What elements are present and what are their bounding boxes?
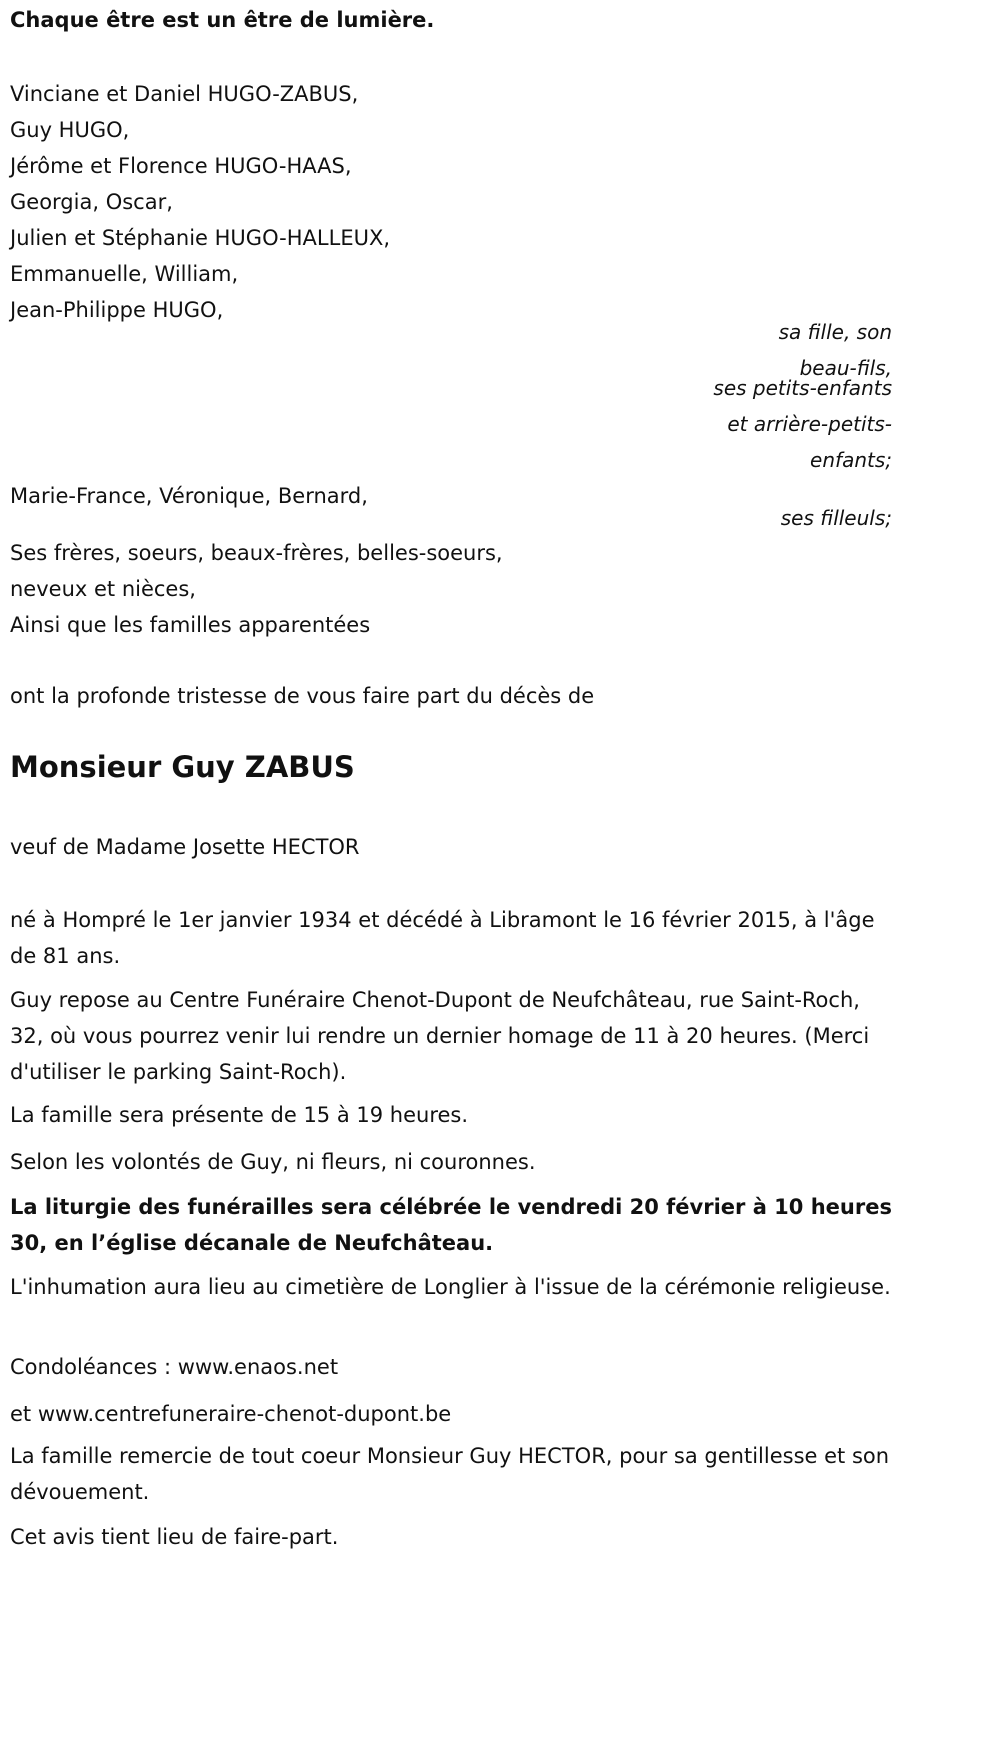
thanks-text: La famille remercie de tout coeur Monsieur Guy HECTOR, pour sa gentillesse et son dévouement.: [10, 1444, 890, 1504]
family-present-text: La famille sera présente de 15 à 19 heures.: [10, 1103, 469, 1127]
condolences-label: Condoléances :: [10, 1355, 178, 1379]
family-line: Ses frères, soeurs, beaux-frères, belles-soeurs,: [10, 541, 503, 565]
deceased-name: Monsieur Guy ZABUS: [10, 750, 355, 784]
relation-line: beau-fils,: [799, 356, 892, 380]
wishes-text: Selon les volontés de Guy, ni fleurs, ni couronnes.: [10, 1150, 536, 1174]
condolences-line-1: [10, 1349, 892, 1385]
relation-line: et arrière-petits-: [727, 412, 892, 436]
relation-line: ses filleuls;: [780, 506, 892, 530]
family-line: Emmanuelle, William,: [10, 262, 239, 286]
birth-death-text: né à Hompré le 1er janvier 1934 et décédé à Libramont le 16 février 2015, à l'âge de 81 ans.: [10, 908, 875, 968]
condolences-and: et: [10, 1402, 38, 1426]
family-line: Jean-Philippe HUGO,: [10, 298, 224, 322]
motto: Chaque être est un être de lumière.: [10, 8, 435, 32]
relation-line: sa fille, son: [778, 320, 892, 344]
family-line: Jérôme et Florence HUGO-HAAS,: [10, 154, 352, 178]
closing-text: Cet avis tient lieu de faire-part.: [10, 1525, 339, 1549]
family-line: Julien et Stéphanie HUGO-HALLEUX,: [10, 226, 391, 250]
burial-text: L'inhumation aura lieu au cimetière de Longlier à l'issue de la cérémonie religieuse.: [10, 1275, 891, 1299]
family-line: neveux et nièces,: [10, 577, 196, 601]
relation-line: enfants;: [810, 448, 892, 472]
family-line: Vinciane et Daniel HUGO-ZABUS,: [10, 82, 359, 106]
family-line: Guy HUGO,: [10, 118, 130, 142]
widower-of: veuf de Madame Josette HECTOR: [10, 835, 360, 859]
announcement: ont la profonde tristesse de vous faire part du décès de: [10, 684, 595, 708]
funeral-centre-link[interactable]: www.centrefuneraire-chenot-dupont.be: [37, 1402, 452, 1426]
condolences-line-2: [10, 1396, 892, 1432]
family-line: Ainsi que les familles apparentées: [10, 613, 371, 637]
family-line: Marie-France, Véronique, Bernard,: [10, 484, 368, 508]
rests-at-text: Guy repose au Centre Funéraire Chenot-Dupont de Neufchâteau, rue Saint-Roch, 32, où vous pourrez venir lui rendre un dernier homage de 11 à 20 heures. (Merci d'utiliser le parking Saint-Roch).: [10, 988, 870, 1084]
liturgy-text: La liturgie des funérailles sera célébrée le vendredi 20 février à 10 heures 30, en l’église décanale de Neufchâteau.: [10, 1195, 892, 1255]
enaos-link[interactable]: www.enaos.net: [177, 1355, 339, 1379]
relation-line: ses petits-enfants: [713, 376, 892, 400]
family-line: Georgia, Oscar,: [10, 190, 173, 214]
